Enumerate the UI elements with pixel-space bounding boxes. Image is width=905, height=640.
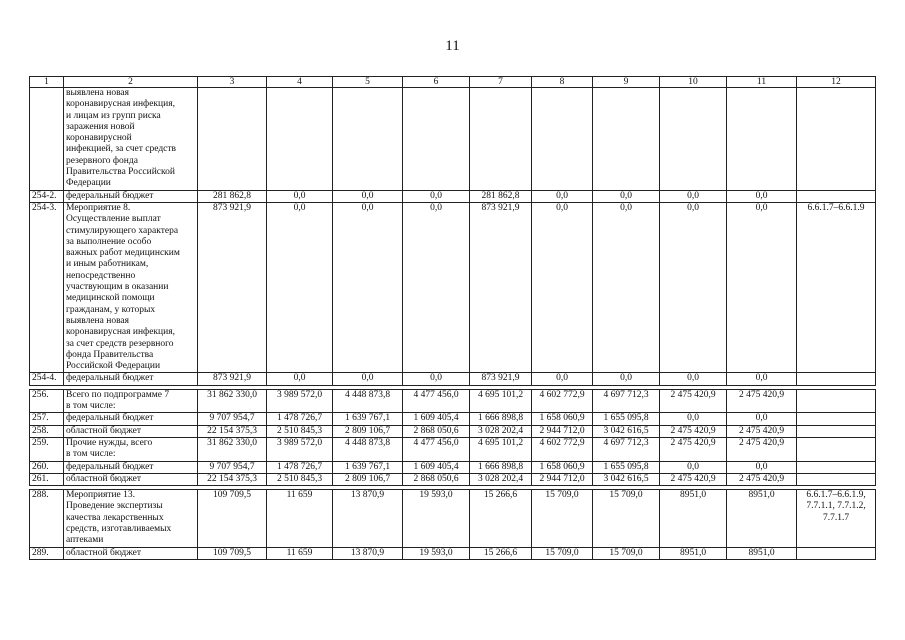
amount-cell: 2 475 420,9: [660, 473, 727, 485]
indicator-code: [797, 389, 876, 413]
row-number: 254-4.: [30, 373, 64, 385]
table-row: [30, 473, 876, 485]
amount-cell: [593, 88, 660, 191]
row-number: 258.: [30, 425, 64, 437]
amount-cell: 0,0: [727, 202, 797, 372]
amount-cell: 19 593,0: [403, 490, 470, 547]
amount-cell: [198, 88, 267, 191]
amount-cell: 0,0: [727, 461, 797, 473]
column-header: 9: [593, 77, 660, 88]
amount-cell: 3 042 616,5: [593, 473, 660, 485]
amount-cell: 281 862,8: [198, 190, 267, 202]
amount-cell: 1 478 726,7: [267, 461, 333, 473]
amount-cell: 2 475 420,9: [727, 473, 797, 485]
amount-cell: 109 709,5: [198, 547, 267, 559]
row-description: областной бюджет: [64, 473, 198, 485]
amount-cell: 2 475 420,9: [727, 389, 797, 413]
amount-cell: 19 593,0: [403, 547, 470, 559]
table-row: [30, 461, 876, 473]
amount-cell: 0,0: [267, 373, 333, 385]
amount-cell: 4 448 873,8: [333, 389, 403, 413]
row-description: федеральный бюджет: [64, 461, 198, 473]
table-row: [30, 437, 876, 461]
indicator-code: [797, 373, 876, 385]
amount-cell: 0,0: [403, 373, 470, 385]
table-row: [30, 389, 876, 413]
amount-cell: 13 870,9: [333, 547, 403, 559]
amount-cell: 15 266,6: [470, 547, 532, 559]
amount-cell: 0,0: [727, 190, 797, 202]
amount-cell: 0,0: [532, 202, 593, 372]
row-number: 254-3.: [30, 202, 64, 372]
row-number: 260.: [30, 461, 64, 473]
amount-cell: 2 475 420,9: [660, 389, 727, 413]
amount-cell: 22 154 375,3: [198, 473, 267, 485]
row-description: областной бюджет: [64, 425, 198, 437]
amount-cell: 1 609 405,4: [403, 461, 470, 473]
amount-cell: 0,0: [660, 202, 727, 372]
amount-cell: 0,0: [333, 202, 403, 372]
table-row: [30, 490, 876, 547]
amount-cell: 1 639 767,1: [333, 461, 403, 473]
row-number: [30, 88, 64, 191]
amount-cell: 109 709,5: [198, 490, 267, 547]
amount-cell: 0,0: [660, 461, 727, 473]
amount-cell: 0,0: [593, 190, 660, 202]
amount-cell: [333, 88, 403, 191]
column-header: 12: [797, 77, 876, 88]
amount-cell: 1 658 060,9: [532, 413, 593, 425]
amount-cell: 1 666 898,8: [470, 413, 532, 425]
table-row: [30, 547, 876, 559]
amount-cell: 0,0: [267, 190, 333, 202]
amount-cell: 0,0: [593, 202, 660, 372]
indicator-code: [797, 190, 876, 202]
table-row: [30, 413, 876, 425]
amount-cell: 8951,0: [727, 547, 797, 559]
amount-cell: 4 697 712,3: [593, 437, 660, 461]
amount-cell: 11 659: [267, 490, 333, 547]
indicator-code: [797, 425, 876, 437]
row-number: 256.: [30, 389, 64, 413]
amount-cell: 2 868 050,6: [403, 473, 470, 485]
indicator-code: [797, 413, 876, 425]
amount-cell: 0,0: [532, 190, 593, 202]
amount-cell: 2 944 712,0: [532, 473, 593, 485]
column-header: 3: [198, 77, 267, 88]
row-number: 261.: [30, 473, 64, 485]
indicator-code: [797, 461, 876, 473]
amount-cell: 1 639 767,1: [333, 413, 403, 425]
amount-cell: 2 475 420,9: [660, 425, 727, 437]
amount-cell: 1 666 898,8: [470, 461, 532, 473]
amount-cell: 2 868 050,6: [403, 425, 470, 437]
amount-cell: 2 475 420,9: [727, 437, 797, 461]
amount-cell: 8951,0: [727, 490, 797, 547]
amount-cell: 1 655 095,8: [593, 461, 660, 473]
row-description: выявлена новая коронавирусная инфекция, и лицам из групп риска заражения новой коронавирусной инфекцией, за счет средств резервного фонда Правительства Российской Федерации: [64, 88, 198, 191]
amount-cell: 0,0: [532, 373, 593, 385]
indicator-code: 6.6.1.7–6.6.1.9, 7.7.1.1, 7.7.1.2, 7.7.1.7: [797, 490, 876, 547]
amount-cell: 15 266,6: [470, 490, 532, 547]
indicator-code: 6.6.1.7–6.6.1.9: [797, 202, 876, 372]
column-header: 2: [64, 77, 198, 88]
amount-cell: 873 921,9: [198, 202, 267, 372]
column-header: 5: [333, 77, 403, 88]
amount-cell: 3 028 202,4: [470, 425, 532, 437]
amount-cell: [403, 88, 470, 191]
amount-cell: 0,0: [403, 202, 470, 372]
amount-cell: 1 609 405,4: [403, 413, 470, 425]
amount-cell: [727, 88, 797, 191]
amount-cell: 0,0: [660, 190, 727, 202]
indicator-code: [797, 437, 876, 461]
amount-cell: 4 448 873,8: [333, 437, 403, 461]
amount-cell: 0,0: [660, 373, 727, 385]
amount-cell: 2 475 420,9: [660, 437, 727, 461]
amount-cell: 3 028 202,4: [470, 473, 532, 485]
row-number: 259.: [30, 437, 64, 461]
row-number: 254-2.: [30, 190, 64, 202]
amount-cell: 0,0: [403, 190, 470, 202]
amount-cell: 2 510 845,3: [267, 425, 333, 437]
column-header: 7: [470, 77, 532, 88]
amount-cell: 4 477 456,0: [403, 437, 470, 461]
amount-cell: 31 862 330,0: [198, 389, 267, 413]
amount-cell: 1 478 726,7: [267, 413, 333, 425]
row-description: Мероприятие 13. Проведение экспертизы качества лекарственных средств, изготавливаемых аптеками: [64, 490, 198, 547]
amount-cell: 2 510 845,3: [267, 473, 333, 485]
amount-cell: 0,0: [333, 190, 403, 202]
amount-cell: [267, 88, 333, 191]
amount-cell: 8951,0: [660, 490, 727, 547]
amount-cell: 0,0: [267, 202, 333, 372]
amount-cell: 4 695 101,2: [470, 389, 532, 413]
amount-cell: 3 989 572,0: [267, 389, 333, 413]
amount-cell: [660, 88, 727, 191]
amount-cell: 0,0: [727, 413, 797, 425]
column-header: 8: [532, 77, 593, 88]
amount-cell: 281 862,8: [470, 190, 532, 202]
table-row: [30, 88, 876, 191]
amount-cell: 2 809 106,7: [333, 473, 403, 485]
indicator-code: [797, 473, 876, 485]
amount-cell: 13 870,9: [333, 490, 403, 547]
amount-cell: 0,0: [333, 373, 403, 385]
amount-cell: 873 921,9: [198, 373, 267, 385]
amount-cell: 3 989 572,0: [267, 437, 333, 461]
amount-cell: 31 862 330,0: [198, 437, 267, 461]
amount-cell: 1 655 095,8: [593, 413, 660, 425]
indicator-code: [797, 88, 876, 191]
amount-cell: 0,0: [593, 373, 660, 385]
table-row: [30, 190, 876, 202]
amount-cell: 3 042 616,5: [593, 425, 660, 437]
amount-cell: 2 809 106,7: [333, 425, 403, 437]
column-header: 10: [660, 77, 727, 88]
amount-cell: 4 602 772,9: [532, 437, 593, 461]
amount-cell: 15 709,0: [593, 490, 660, 547]
amount-cell: [470, 88, 532, 191]
row-description: Прочие нужды, всего в том числе:: [64, 437, 198, 461]
amount-cell: 9 707 954,7: [198, 461, 267, 473]
table-row: [30, 425, 876, 437]
amount-cell: 9 707 954,7: [198, 413, 267, 425]
amount-cell: 4 695 101,2: [470, 437, 532, 461]
row-description: Всего по подпрограмме 7 в том числе:: [64, 389, 198, 413]
row-description: федеральный бюджет: [64, 413, 198, 425]
table-row: [30, 373, 876, 385]
amount-cell: 873 921,9: [470, 202, 532, 372]
amount-cell: 0,0: [727, 373, 797, 385]
column-header: 1: [30, 77, 64, 88]
budget-table: [29, 76, 876, 560]
page-number: 11: [445, 38, 460, 54]
amount-cell: 22 154 375,3: [198, 425, 267, 437]
amount-cell: 15 709,0: [532, 490, 593, 547]
row-number: 288.: [30, 490, 64, 547]
amount-cell: 15 709,0: [593, 547, 660, 559]
row-number: 289.: [30, 547, 64, 559]
row-description: Мероприятие 8. Осуществление выплат стимулирующего характера за выполнение особо важных работ медицинским и иным работникам, непосредственно участвующим в оказании медицинской помощи гражданам, у которых выявлена новая коронавирусная инфекция, за счет средств резервного фонда Правительства Российской Федерации: [64, 202, 198, 372]
row-description: федеральный бюджет: [64, 190, 198, 202]
column-number-row: [30, 77, 876, 88]
amount-cell: 2 475 420,9: [727, 425, 797, 437]
row-number: 257.: [30, 413, 64, 425]
amount-cell: 11 659: [267, 547, 333, 559]
amount-cell: 4 697 712,3: [593, 389, 660, 413]
column-header: 4: [267, 77, 333, 88]
amount-cell: [532, 88, 593, 191]
amount-cell: 15 709,0: [532, 547, 593, 559]
column-header: 11: [727, 77, 797, 88]
table-row: [30, 202, 876, 372]
amount-cell: 4 602 772,9: [532, 389, 593, 413]
amount-cell: 873 921,9: [470, 373, 532, 385]
amount-cell: 8951,0: [660, 547, 727, 559]
indicator-code: [797, 547, 876, 559]
column-header: 6: [403, 77, 470, 88]
amount-cell: 2 944 712,0: [532, 425, 593, 437]
amount-cell: 0,0: [660, 413, 727, 425]
row-description: областной бюджет: [64, 547, 198, 559]
row-description: федеральный бюджет: [64, 373, 198, 385]
amount-cell: 4 477 456,0: [403, 389, 470, 413]
amount-cell: 1 658 060,9: [532, 461, 593, 473]
